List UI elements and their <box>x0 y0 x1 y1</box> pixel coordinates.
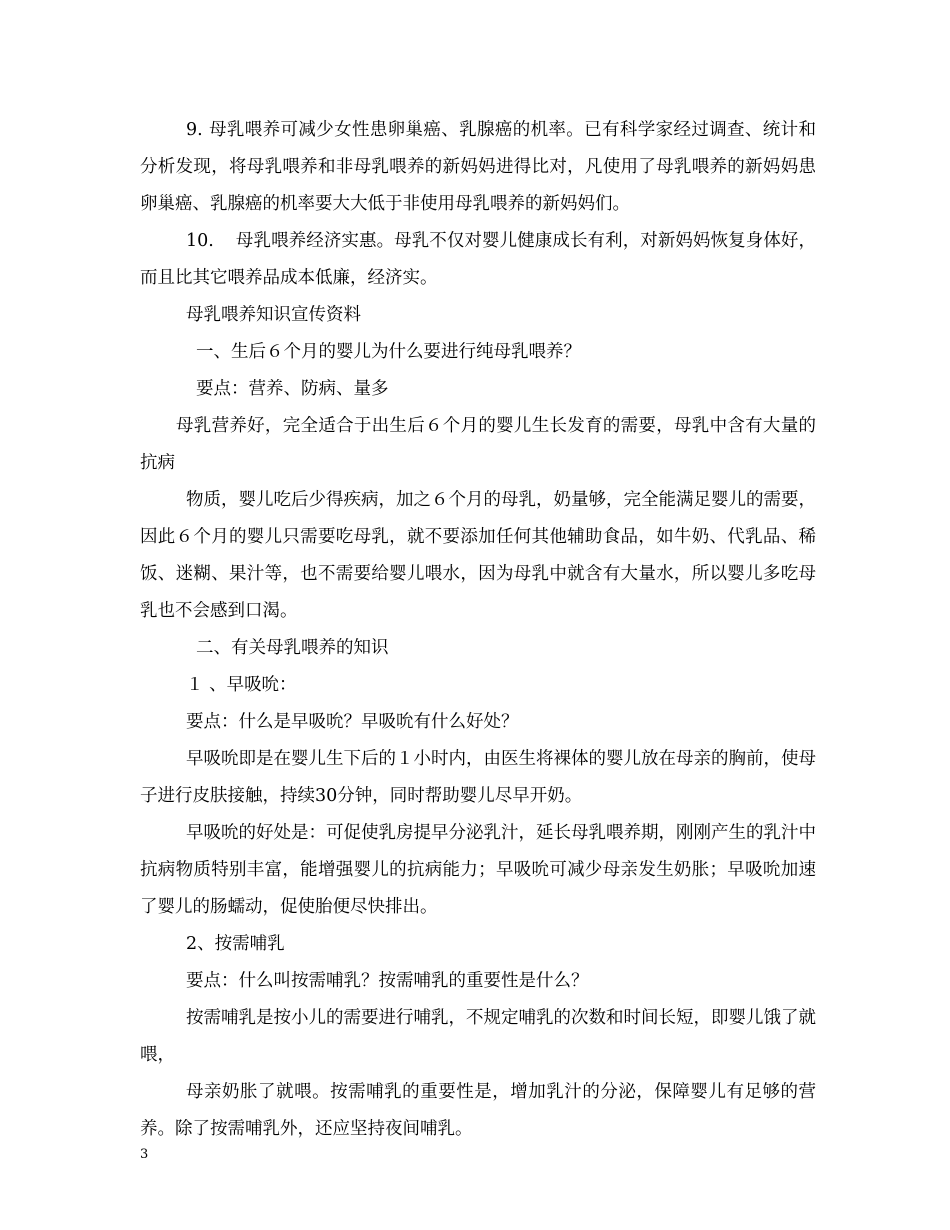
document-body <box>140 112 816 1148</box>
paragraph-text: 母乳喂养可减少女性患卵巢癌、乳腺癌的机率。已有科学家经过调查、统计和分析发现，将母乳喂养和非母乳喂养的新妈妈进得比对，凡使用了母乳喂养的新妈妈患卵巢癌、乳腺癌的机率要大大低于非使用母乳喂养的新妈妈们。 <box>140 120 816 214</box>
paragraph-text: 母乳喂养经济实惠。母乳不仅对婴儿健康成长有利，对新妈妈恢复身体好，而且比其它喂养品成本低廉，经济实。 <box>140 231 816 288</box>
paragraph-text: 母乳营养好，完全适合于出生后６个月的婴儿生长发育的需要，母乳中含有大量的抗病 <box>140 416 816 473</box>
paragraph-item-10 <box>140 223 816 297</box>
item-number: 9. <box>186 120 203 140</box>
key-points: 要点：营养、防病、量多 <box>196 379 389 399</box>
paragraph-text: 早吸吮的好处是：可促使乳房提早分泌乳汁，延长母乳喂养期，刚刚产生的乳汁中抗病物质特别丰富，能增强婴儿的抗病能力；早吸吮可减少母亲发生奶胀；早吸吮加速了婴儿的肠蠕动，促使胎便尽快排出。 <box>140 823 816 917</box>
paragraph-text: 物质，婴儿吃后少得疾病，加之６个月的母乳，奶量够，完全能满足婴儿的需要，因此６个月的婴儿只需要吃母乳，就不要添加任何其他辅助食品，如牛奶、代乳品、稀饭、迷糊、果汁等，也不需要给婴儿喂水，因为母乳中就含有大量水，所以婴儿多吃母乳也不会感到口渴。 <box>140 490 816 621</box>
paragraph-text: 按需哺乳是按小儿的需要进行哺乳，不规定哺乳的次数和时间长短，即婴儿饿了就喂， <box>140 1008 816 1065</box>
item-number: 10. <box>186 231 214 251</box>
paragraph-text: 母亲奶胀了就喂。按需哺乳的重要性是，增加乳汁的分泌，保障婴儿有足够的营养。除了按需哺乳外，还应坚持夜间哺乳。 <box>140 1082 816 1139</box>
key-points: 要点：什么叫按需哺乳？按需哺乳的重要性是什么？ <box>186 971 589 991</box>
question-heading-2: 二、有关母乳喂养的知识 <box>196 638 389 658</box>
paragraph-item-9 <box>140 112 816 223</box>
page-number: 3 <box>140 1147 149 1162</box>
question-heading-1: 一、生后６个月的婴儿为什么要进行纯母乳喂养？ <box>196 342 581 362</box>
subheading: １ 、早吸吮： <box>186 675 297 695</box>
subheading: 2、按需哺乳 <box>186 934 285 954</box>
key-points: 要点：什么是早吸吮？早吸吮有什么好处？ <box>186 712 519 732</box>
paragraph-text: 早吸吮即是在婴儿生下后的１小时内，由医生将裸体的婴儿放在母亲的胸前，使母子进行皮肤接触，持续30分钟，同时帮助婴儿尽早开奶。 <box>140 749 816 806</box>
section-title: 母乳喂养知识宣传资料 <box>186 305 361 325</box>
